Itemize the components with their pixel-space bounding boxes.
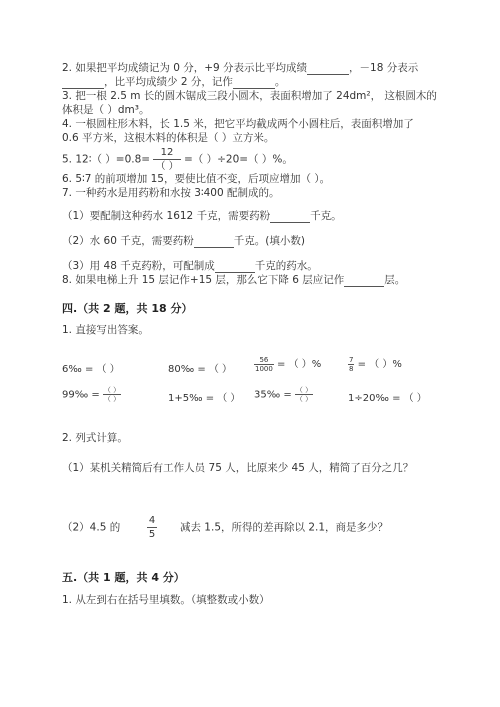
- question-4-line-1: 4. 一根圆柱形木料，长 1.5 米，把它平均截成两个小圆柱后，表面积增加了: [62, 118, 414, 130]
- answer-blank[interactable]: [233, 77, 275, 89]
- answer-blank[interactable]: [344, 275, 384, 287]
- fraction: $\frac{12}{( )}$: [155, 147, 179, 172]
- calc-item: $\frac{56}{1000}$ = （ ）%: [255, 355, 322, 373]
- answer-blank[interactable]: [62, 77, 104, 89]
- answer-blank[interactable]: [215, 261, 255, 273]
- section-5-title: 五.（共 1 题，共 4 分）: [62, 571, 185, 584]
- question-2-line-1: 2. 如果把平均成绩记为 0 分，+9 分表示比平均成绩 ，－18 分表示: [62, 62, 419, 74]
- answer-blank[interactable]: [307, 63, 349, 75]
- question-7-sub-1: （1）要配制这种药水 1612 千克，需要药粉 千克。: [62, 210, 342, 222]
- calc-item: $\frac{7}{8}$ = （ ）%: [349, 355, 402, 373]
- calc-item: 6‰ = （ ）: [62, 364, 120, 375]
- question-7-sub-2: （2）水 60 千克，需要药粉 千克。(填小数): [62, 235, 305, 247]
- answer-blank[interactable]: [194, 236, 234, 248]
- calc-item: 80‰ = （ ）: [168, 364, 233, 375]
- question-2-line-2: ，比平均成绩少 2 分，记作 。: [62, 76, 285, 89]
- calc-item: 99‰ = $\frac{( )}{( )}$: [62, 386, 121, 403]
- calc-item: 1÷20‰ = （ ）: [348, 393, 427, 404]
- section-4-question-2: 2. 列式计算。: [62, 432, 128, 444]
- section-4-question-1: 1. 直接写出答案。: [62, 324, 149, 336]
- fraction: $\frac{( )}{( )}$: [295, 386, 313, 403]
- question-3-line-2: 体积是（ ）dm³。: [62, 104, 150, 116]
- question-5: 5. 12∶（ ）=0.8= $\frac{12}{( )}$ =（ ）÷20=（ ）%。: [62, 147, 293, 172]
- calc-item: 35‰ = $\frac{( )}{( )}$: [254, 386, 313, 403]
- fraction: $\frac{4}{5}$: [148, 515, 156, 540]
- question-7-sub-3: （3）用 48 千克药粉，可配制成 千克的药水。: [62, 260, 318, 272]
- section-5-question-1: 1. 从左到右在括号里填数。（填整数或小数）: [62, 594, 270, 606]
- question-8: 8. 如果电梯上升 15 层记作+15 层，那么它下降 6 层应记作 层。: [62, 274, 406, 286]
- section-4-question-2-sub-1: （1）某机关精简后有工作人员 75 人，比原来少 45 人，精简了百分之几？: [62, 462, 414, 474]
- section-4-question-2-sub-2: （2）4.5 的 $\frac{4}{5}$ 减去 1.5，所得的差再除以 2.1，商是多少？: [62, 515, 389, 540]
- answer-blank[interactable]: [270, 211, 310, 223]
- fraction: $\frac{7}{8}$: [349, 355, 354, 373]
- fraction: $\frac{( )}{( )}$: [103, 386, 121, 403]
- calc-item: 1+5‰ = （ ）: [168, 393, 241, 404]
- question-6: 6. 5∶7 的前项增加 15，要使比值不变，后项应增加（ ）。: [62, 173, 331, 185]
- fraction: $\frac{56}{1000}$: [255, 355, 273, 373]
- question-4-line-2: 0.6 平方米，这根木料的体积是（ ）立方米。: [62, 132, 275, 144]
- question-3-line-1: 3. 把一根 2.5 m 长的圆木锯成三段小圆木，表面积增加了 24dm²， 这根圆木的: [62, 90, 437, 102]
- section-4-title: 四.（共 2 题，共 18 分）: [62, 302, 193, 315]
- question-7: 7. 一种药水是用药粉和水按 3∶400 配制成的。: [62, 187, 280, 199]
